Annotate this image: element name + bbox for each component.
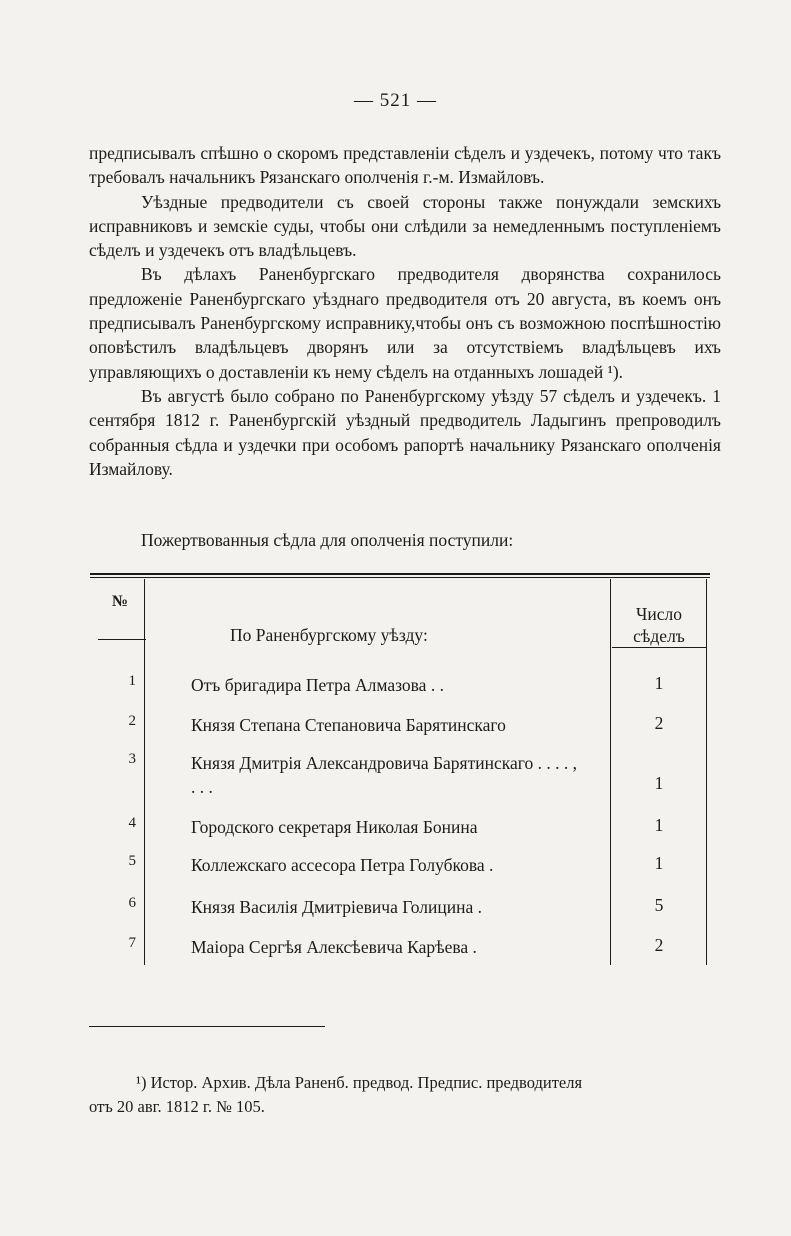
row-count: 1	[654, 673, 664, 693]
row-name: Коллежскаго ассесора Петра Голубкова .	[191, 855, 494, 875]
header-number-rule	[98, 639, 146, 640]
row-name: Князя Дмитрія Александровича Барятинскаго . . . . , . . .	[191, 753, 577, 797]
footnote-line: отъ 20 авг. 1812 г. № 105.	[89, 1097, 265, 1116]
row-number: 6	[128, 895, 136, 911]
header-title: По Раненбургскому уѣзду:	[230, 625, 428, 645]
row-number: 4	[128, 815, 136, 831]
table-divider	[144, 579, 145, 965]
row-name: Маіора Сергѣя Алексѣевича Карѣева .	[191, 937, 477, 957]
row-number: 7	[128, 935, 136, 951]
row-number: 5	[128, 853, 136, 869]
row-number: 2	[128, 713, 136, 729]
row-count: 1	[654, 815, 664, 835]
header-number: №	[112, 593, 129, 610]
table-top-rule	[90, 573, 710, 575]
row-name: Отъ бригадира Петра Алмазова . .	[191, 675, 444, 695]
footnote-line: ¹) Истор. Архив. Дѣла Раненб. предвод. Предпис. предводителя	[136, 1073, 583, 1092]
header-count-rule	[612, 647, 707, 648]
table-top-rule-2	[90, 577, 710, 578]
row-name: Городского секретаря Николая Бонина	[191, 817, 478, 837]
donation-table	[90, 573, 710, 965]
footnote	[89, 1071, 714, 1119]
row-count: 2	[654, 713, 664, 733]
row-count: 2	[654, 935, 664, 955]
table-intro: Пожертвованныя сѣдла для ополченія поступили:	[141, 530, 514, 550]
paragraph: Въ августѣ было собрано по Раненбургскому уѣзду 57 сѣделъ и уздечекъ. 1 сентября 1812 г. Раненбургскій уѣздный предводитель Ладыгинъ препроводилъ собранныя сѣдла и уздечки при особомъ рапортѣ начальнику Рязанскаго ополченія Измайлову.	[89, 385, 721, 479]
row-count: 1	[654, 773, 664, 793]
table-divider	[610, 579, 611, 965]
row-count: 5	[654, 895, 664, 915]
table-divider	[706, 579, 707, 965]
header-count: Число сѣделъ	[633, 604, 685, 646]
row-count: 1	[654, 853, 664, 873]
paragraph: Уѣздные предводители съ своей стороны также понуждали земскихъ исправниковъ и земскіе суды, чтобы они слѣдили за немедленнымъ поступленіемъ сѣделъ и уздечекъ отъ владѣльцевъ.	[89, 191, 721, 261]
body-text	[89, 141, 721, 481]
row-number: 1	[128, 673, 136, 689]
page-number: — 521 —	[354, 90, 437, 111]
row-name: Князя Степана Степановича Барятинскаго	[191, 715, 506, 735]
footnote-rule	[89, 1026, 325, 1027]
row-name: Князя Василія Дмитріевича Голицина .	[191, 897, 483, 917]
paragraph: Въ дѣлахъ Раненбургскаго предводителя дворянства сохранилось предложеніе Раненбургскаго уѣзднаго предводителя отъ 20 августа, въ коемъ онъ предписывалъ Раненбургскому исправнику,чтобы онъ съ возможною поспѣшностію оповѣстилъ владѣльцевъ дворянъ или за отсутствіемъ владѣльцевъ ихъ управляющихъ о доставленіи къ нему сѣделъ на отданныхъ лошадей ¹).	[89, 264, 721, 382]
paragraph: предписывалъ спѣшно о скоромъ представленіи сѣделъ и уздечекъ, потому что такъ требовалъ начальникъ Рязанскаго ополченія г.-м. Измайловъ.	[89, 143, 721, 188]
row-number: 3	[128, 751, 136, 767]
